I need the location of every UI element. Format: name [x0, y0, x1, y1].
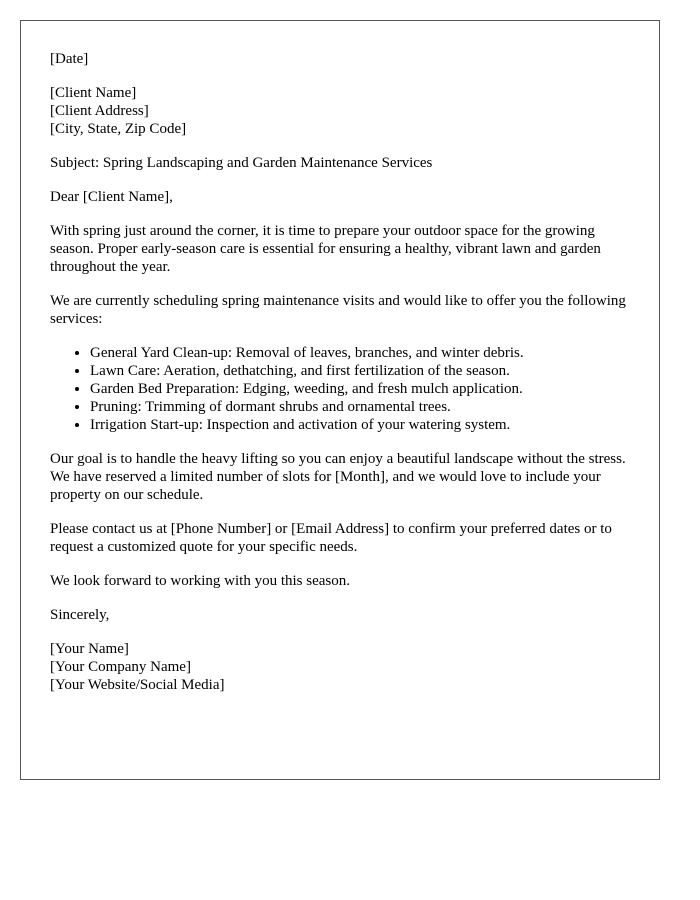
services-list — [50, 344, 631, 434]
recipient-address: [Client Address] — [50, 103, 149, 119]
service-item-lawn-care: • Lawn Care: Aeration, dethatching, and first fertilization of the season. — [90, 362, 631, 380]
service-item-yard-cleanup: • General Yard Clean-up: Removal of leaves, branches, and winter debris. — [90, 344, 631, 362]
signature-website: [Your Website/Social Media] — [50, 677, 225, 693]
signature-block — [50, 640, 631, 694]
service-item-garden-bed: • Garden Bed Preparation: Edging, weeding, and fresh mulch application. — [90, 380, 631, 398]
paragraph-closing: We look forward to working with you this season. — [50, 573, 350, 589]
recipient-city-state-zip: [City, State, Zip Code] — [50, 121, 187, 137]
letter-closing: Sincerely, — [50, 607, 110, 623]
service-item-pruning: • Pruning: Trimming of dormant shrubs and ornamental trees. — [90, 398, 631, 416]
paragraph-intro: With spring just around the corner, it is time to prepare your outdoor space for the growing season. Proper early-season care is essential for ensuring a healthy, vibrant lawn and garden throughout the year. — [50, 223, 601, 275]
letter-subject: Subject: Spring Landscaping and Garden Maintenance Services — [50, 155, 433, 171]
service-item-irrigation: • Irrigation Start-up: Inspection and activation of your watering system. — [90, 416, 631, 434]
paragraph-offer: We are currently scheduling spring maintenance visits and would like to offer you the following services: — [50, 293, 626, 327]
paragraph-goal: Our goal is to handle the heavy lifting so you can enjoy a beautiful landscape without the stress. We have reserved a limited number of slots for [Month], and we would love to include your property on our schedule. — [50, 451, 626, 503]
letter-page — [20, 20, 660, 780]
signature-company: [Your Company Name] — [50, 659, 191, 675]
letter-salutation: Dear [Client Name], — [50, 189, 173, 205]
signature-name: [Your Name] — [50, 641, 129, 657]
paragraph-contact: Please contact us at [Phone Number] or [Email Address] to confirm your preferred dates or to request a customized quote for your specific needs. — [50, 521, 612, 555]
recipient-block — [50, 84, 631, 138]
recipient-name: [Client Name] — [50, 85, 137, 101]
letter-date: [Date] — [50, 51, 89, 67]
